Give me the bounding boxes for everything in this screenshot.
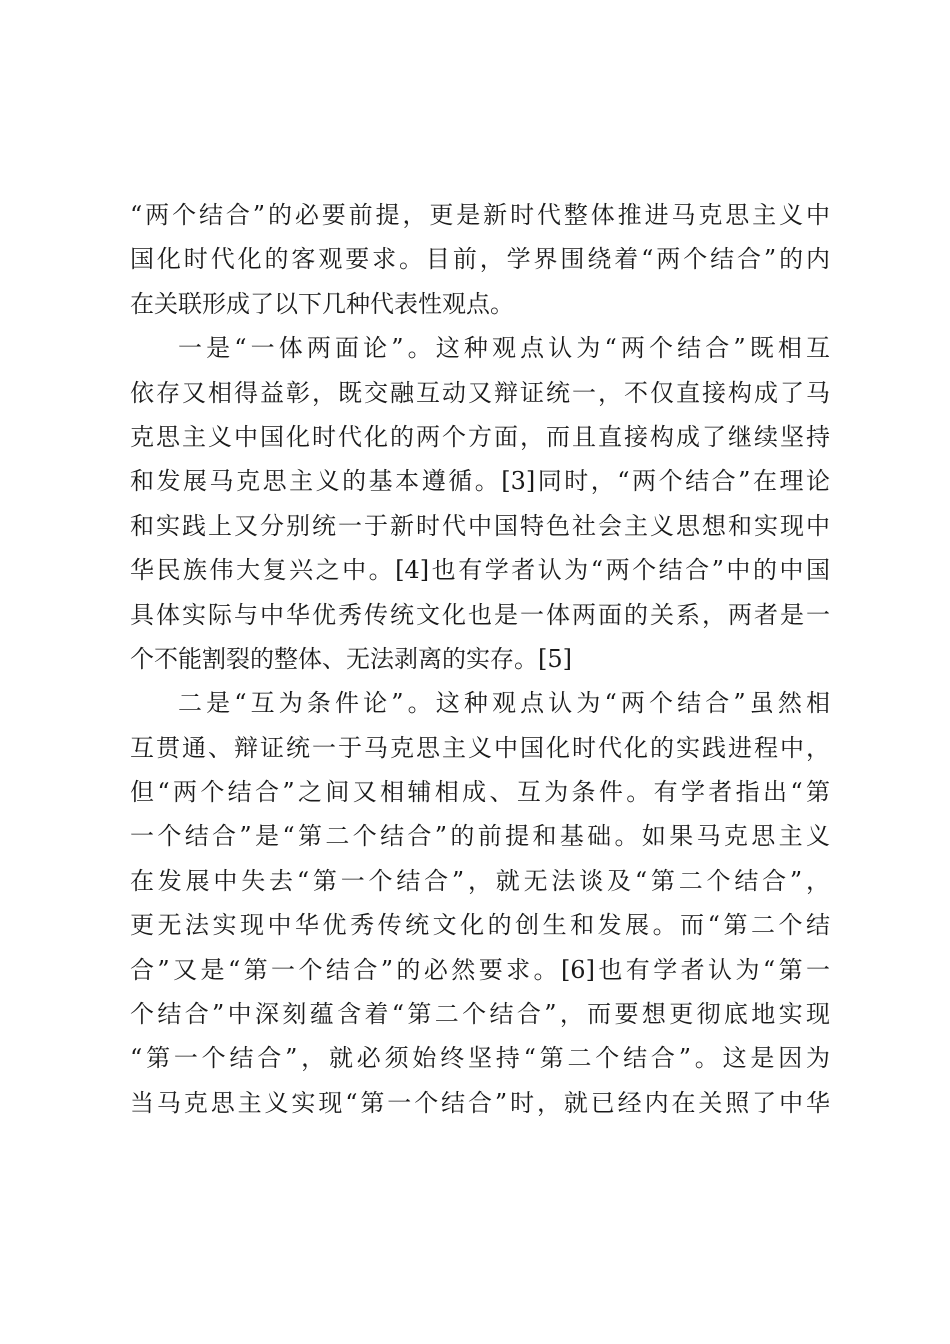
text-line: 依存又相得益彰，既交融互动又辩证统一，不仅直接构成了马: [130, 378, 830, 407]
text-line: 当马克思主义实现“第一个结合”时，就已经内在关照了中华: [130, 1088, 830, 1117]
paragraph-2: [130, 326, 830, 681]
paragraph-3: [130, 681, 830, 1125]
text-line: 合”又是“第一个结合”的必然要求。[6]也有学者认为“第一: [130, 955, 830, 984]
text-line: 华民族伟大复兴之中。[4]也有学者认为“两个结合”中的中国: [130, 556, 830, 585]
paragraph-1: [130, 193, 830, 326]
text-line: 一个结合”是“第二个结合”的前提和基础。如果马克思主义: [130, 822, 830, 851]
text-line: 一是“一体两面论”。这种观点认为“两个结合”既相互: [178, 334, 830, 363]
text-line: 个不能割裂的整体、无法剥离的实存。[5]: [130, 644, 572, 673]
text-line: 克思主义中国化时代化的两个方面，而且直接构成了继续坚持: [130, 422, 830, 451]
text-line: 在发展中失去“第一个结合”，就无法谈及“第二个结合”，: [130, 866, 830, 895]
text-line: 在关联形成了以下几种代表性观点。: [130, 289, 514, 318]
text-line: 互贯通、辩证统一于马克思主义中国化时代化的实践进程中，: [130, 733, 830, 762]
text-line: 具体实际与中华优秀传统文化也是一体两面的关系，两者是一: [130, 600, 830, 629]
body-text: [130, 193, 830, 1125]
text-line: 国化时代化的客观要求。目前，学界围绕着“两个结合”的内: [130, 245, 830, 274]
text-line: 但“两个结合”之间又相辅相成、互为条件。有学者指出“第: [130, 778, 830, 807]
text-line: 个结合”中深刻蕴含着“第二个结合”，而要想更彻底地实现: [130, 1000, 830, 1029]
text-line: “两个结合”的必要前提，更是新时代整体推进马克思主义中: [130, 201, 830, 229]
text-line: 更无法实现中华优秀传统文化的创生和发展。而“第二个结: [130, 911, 830, 940]
text-line: 二是“互为条件论”。这种观点认为“两个结合”虽然相: [178, 689, 830, 718]
text-line: 和发展马克思主义的基本遵循。[3]同时，“两个结合”在理论: [130, 467, 830, 496]
text-line: “第一个结合”，就必须始终坚持“第二个结合”。这是因为: [130, 1044, 830, 1073]
text-line: 和实践上又分别统一于新时代中国特色社会主义思想和实现中: [130, 511, 830, 540]
